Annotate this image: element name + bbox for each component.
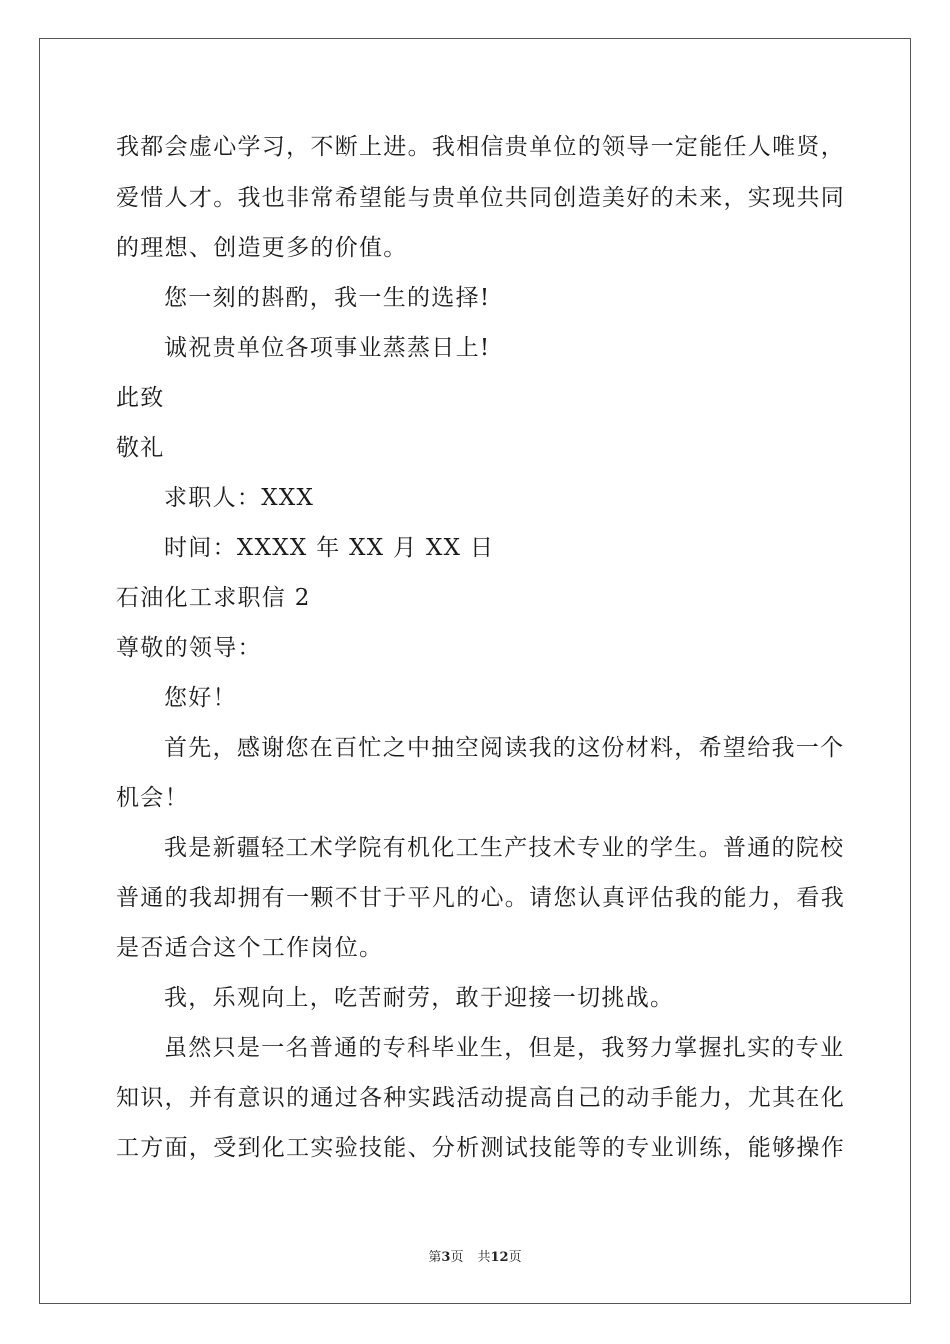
- total-prefix: 共: [477, 1250, 491, 1265]
- greeting: 尊敬的领导：: [116, 635, 262, 661]
- paragraph-line: 普通的我却拥有一颗不甘于平凡的心。请您认真评估我的能力，看我: [116, 885, 845, 911]
- paragraph-line: 我，乐观向上，吃苦耐劳，敢于迎接一切挑战。: [164, 985, 675, 1011]
- paragraph-line: 首先，感谢您在百忙之中抽空阅读我的这份材料，希望给我一个: [164, 735, 845, 761]
- paragraph-line: 工方面，受到化工实验技能、分析测试技能等的专业训练，能够操作: [116, 1135, 845, 1161]
- paragraph-line: 的理想、创造更多的价值。: [116, 235, 408, 261]
- paragraph-line: 诚祝贵单位各项事业蒸蒸日上!: [164, 335, 491, 361]
- page-total: 12: [490, 1250, 509, 1265]
- closing-regards: 敬礼: [116, 435, 165, 461]
- paragraph-line: 是否适合这个工作岗位。: [116, 935, 384, 961]
- applicant-name: 求职人：XXX: [164, 485, 315, 511]
- paragraph-line: 我都会虚心学习，不断上进。我相信贵单位的领导一定能任人唯贤，: [116, 134, 845, 160]
- page-footer: [0, 1246, 950, 1265]
- paragraph-line: 爱惜人才。我也非常希望能与贵单位共同创造美好的未来，实现共同: [116, 185, 845, 211]
- paragraph-line: 知识，并有意识的通过各种实践活动提高自己的动手能力，尤其在化: [116, 1085, 845, 1111]
- page-suffix: 页: [450, 1250, 464, 1265]
- paragraph-line: 机会！: [116, 785, 189, 811]
- paragraph-line: 我是新疆轻工术学院有机化工生产技术专业的学生。普通的院校: [164, 835, 845, 861]
- page-prefix: 第: [428, 1250, 442, 1265]
- section-title: 石油化工求职信 2: [116, 585, 311, 611]
- total-suffix: 页: [508, 1250, 522, 1265]
- page-current: 3: [441, 1250, 451, 1265]
- letter-date: 时间：XXXX 年 XX 月 XX 日: [164, 535, 495, 561]
- paragraph-line: 您好！: [164, 685, 237, 711]
- page-border: [39, 38, 911, 1304]
- paragraph-line: 您一刻的斟酌，我一生的选择!: [164, 285, 491, 311]
- closing-salutation: 此致: [116, 385, 165, 411]
- paragraph-line: 虽然只是一名普通的专科毕业生，但是，我努力掌握扎实的专业: [164, 1035, 845, 1061]
